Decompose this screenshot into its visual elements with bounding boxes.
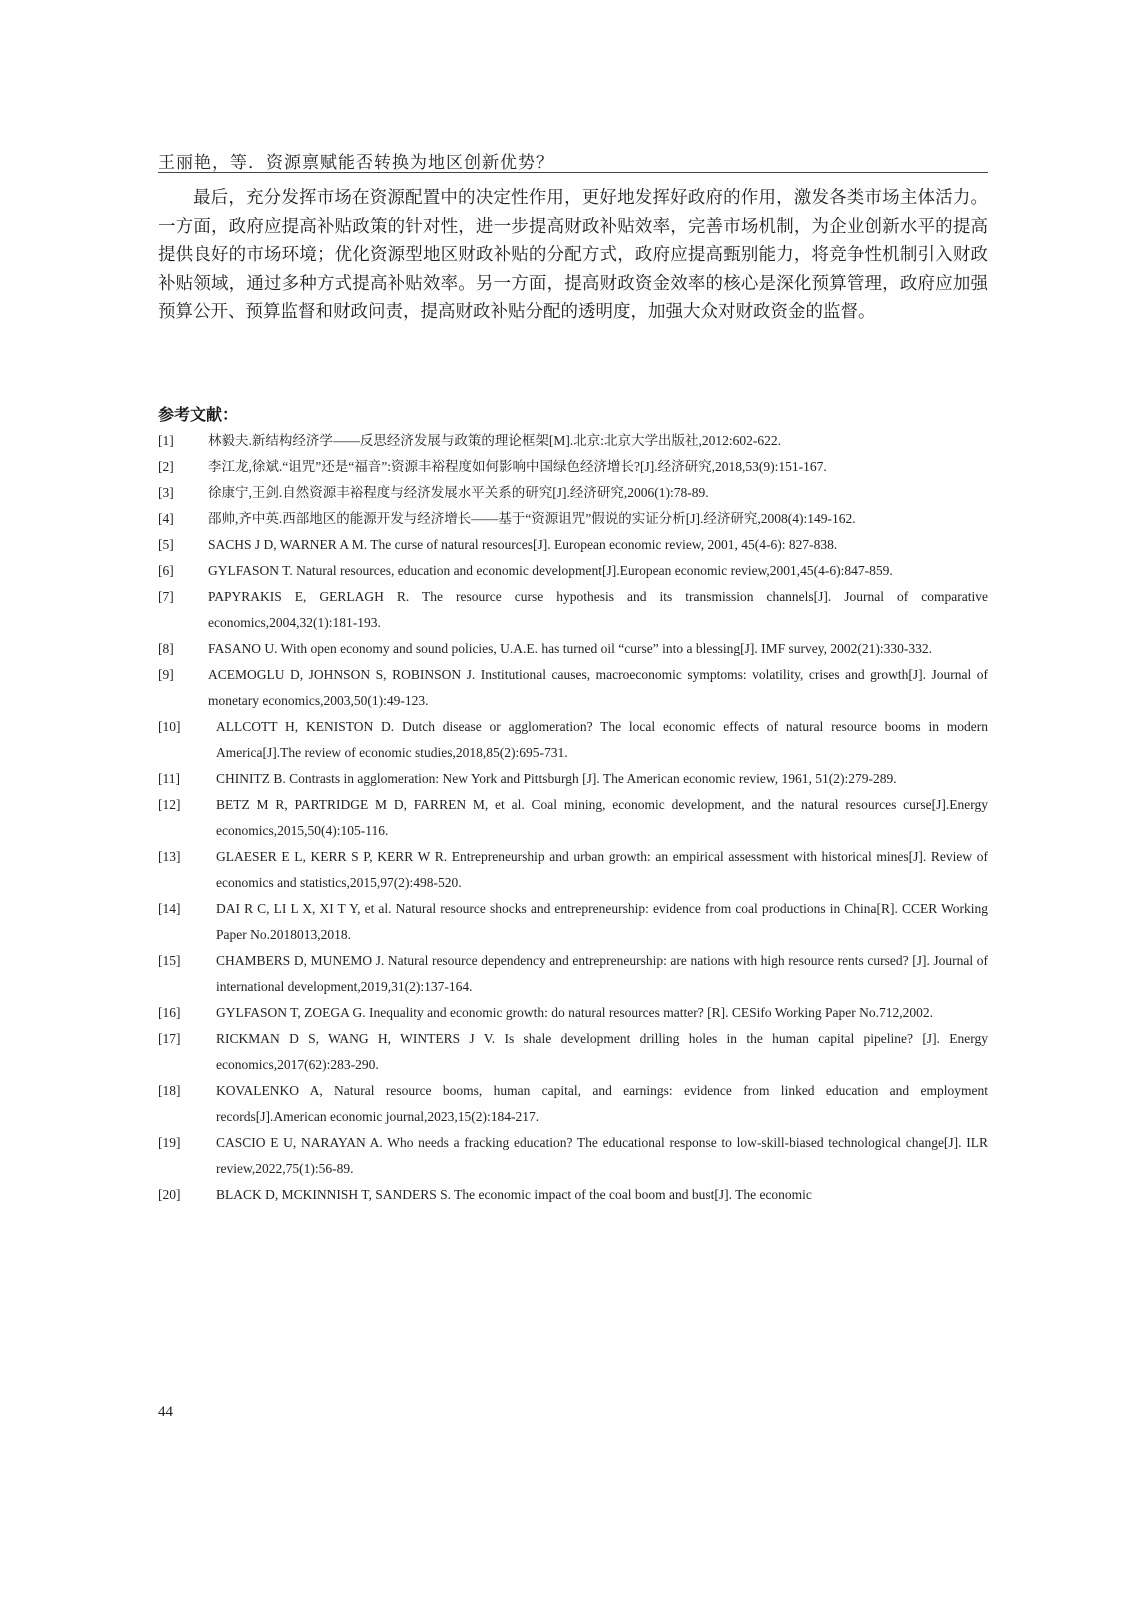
reference-item [158,948,988,1000]
reference-number: [19] [158,1135,181,1150]
body-paragraph: 最后，充分发挥市场在资源配置中的决定性作用，更好地发挥好政府的作用，激发各类市场主体活力。一方面，政府应提高补贴政策的针对性，进一步提高财政补贴效率，完善市场机制，为企业创新水平的提高提供良好的市场环境；优化资源型地区财政补贴的分配方式，政府应提高甄别能力，将竞争性机制引入财政补贴领域，通过多种方式提高补贴效率。另一方面，提高财政资金效率的核心是深化预算管理，政府应加强预算公开、预算监督和财政问责，提高财政补贴分配的透明度，加强大众对财政资金的监督。 [158,188,988,323]
reference-text: 林毅夫.新结构经济学——反思经济发展与政策的理论框架[M].北京:北京大学出版社,2012:602-622. [208,433,781,448]
reference-number: [14] [158,901,181,916]
reference-item [158,1078,988,1130]
reference-list [158,428,988,1208]
reference-number: [15] [158,953,181,968]
page-number: 44 [158,1404,173,1420]
reference-text: GLAESER E L, KERR S P, KERR W R. Entrepreneurship and urban growth: an empirical assessment with historical mines[J]. Review of economics and statistics,2015,97(2):498-520. [216,849,988,890]
reference-text: GYLFASON T. Natural resources, education and economic development[J].European economic review,2001,45(4-6):847-859. [208,563,893,578]
reference-number: [8] [158,641,174,656]
reference-number: [4] [158,511,174,526]
reference-text: BLACK D, MCKINNISH T, SANDERS S. The economic impact of the coal boom and bust[J]. The economic [216,1187,812,1202]
reference-number: [16] [158,1005,181,1020]
reference-text: ACEMOGLU D, JOHNSON S, ROBINSON J. Institutional causes, macroeconomic symptoms: volatility, crises and growth[J]. Journal of monetary economics,2003,50(1):49-123. [208,667,988,708]
reference-item [158,714,988,766]
references-heading: 参考文献： [158,405,239,424]
reference-number: [9] [158,667,174,682]
reference-number: [20] [158,1187,181,1202]
reference-text: 徐康宁,王剑.自然资源丰裕程度与经济发展水平关系的研究[J].经济研究,2006(1):78-89. [208,485,709,500]
reference-text: DAI R C, LI L X, XI T Y, et al. Natural resource shocks and entrepreneurship: evidence from coal productions in China[R]. CCER Working Paper No.2018013,2018. [216,901,988,942]
reference-item [158,792,988,844]
reference-item [158,454,988,480]
reference-text: PAPYRAKIS E, GERLAGH R. The resource curse hypothesis and its transmission channels[J]. Journal of comparative economics,2004,32(1):181-193. [208,589,988,630]
reference-text: KOVALENKO A, Natural resource booms, human capital, and earnings: evidence from linked education and employment records[J].American economic journal,2023,15(2):184-217. [216,1083,988,1124]
reference-number: [6] [158,563,174,578]
reference-item [158,844,988,896]
reference-number: [2] [158,459,174,474]
reference-text: FASANO U. With open economy and sound policies, U.A.E. has turned oil “curse” into a blessing[J]. IMF survey, 2002(21):330-332. [208,641,932,656]
reference-text: SACHS J D, WARNER A M. The curse of natural resources[J]. European economic review, 2001, 45(4-6): 827-838. [208,537,838,552]
reference-text: BETZ M R, PARTRIDGE M D, FARREN M, et al. Coal mining, economic development, and the natural resources curse[J].Energy economics,2015,50(4):105-116. [216,797,988,838]
reference-text: RICKMAN D S, WANG H, WINTERS J V. Is shale development drilling holes in the human capital pipeline? [J]. Energy economics,2017(62):283-290. [216,1031,988,1072]
reference-item [158,480,988,506]
reference-item [158,428,988,454]
reference-item [158,636,988,662]
header-rule [158,172,988,173]
reference-number: [12] [158,797,181,812]
reference-number: [7] [158,589,174,604]
reference-text: 李江龙,徐斌.“诅咒”还是“福音”:资源丰裕程度如何影响中国绿色经济增长?[J].经济研究,2018,53(9):151-167. [208,459,827,474]
reference-number: [11] [158,771,180,786]
reference-text: CHAMBERS D, MUNEMO J. Natural resource dependency and entrepreneurship: are nations with high resource rents cursed? [J]. Journal of international development,2019,31(2):137-164. [216,953,988,994]
reference-text: CASCIO E U, NARAYAN A. Who needs a fracking education? The educational response to low-skill-biased technological change[J]. ILR review,2022,75(1):56-89. [216,1135,988,1176]
reference-text: GYLFASON T, ZOEGA G. Inequality and economic growth: do natural resources matter? [R]. CESifo Working Paper No.712,2002. [216,1005,934,1020]
reference-text: ALLCOTT H, KENISTON D. Dutch disease or agglomeration? The local economic effects of natural resource booms in modern America[J].The review of economic studies,2018,85(2):695-731. [216,719,988,760]
running-head: 王丽艳，等．资源禀赋能否转换为地区创新优势？ [158,153,554,173]
reference-number: [17] [158,1031,181,1046]
reference-item [158,584,988,636]
reference-item [158,506,988,532]
reference-item [158,1000,988,1026]
reference-item [158,662,988,714]
reference-number: [18] [158,1083,181,1098]
reference-number: [3] [158,485,174,500]
reference-text: CHINITZ B. Contrasts in agglomeration: New York and Pittsburgh [J]. The American economic review, 1961, 51(2):279-289. [216,771,897,786]
reference-number: [5] [158,537,174,552]
reference-number: [1] [158,433,174,448]
reference-number: [13] [158,849,181,864]
reference-item [158,1026,988,1078]
reference-text: 邵帅,齐中英.西部地区的能源开发与经济增长——基于“资源诅咒”假说的实证分析[J].经济研究,2008(4):149-162. [208,511,856,526]
reference-item [158,1130,988,1182]
reference-item [158,1182,988,1208]
reference-item [158,532,988,558]
reference-item [158,896,988,948]
reference-number: [10] [158,719,181,734]
reference-item [158,558,988,584]
reference-item [158,766,988,792]
